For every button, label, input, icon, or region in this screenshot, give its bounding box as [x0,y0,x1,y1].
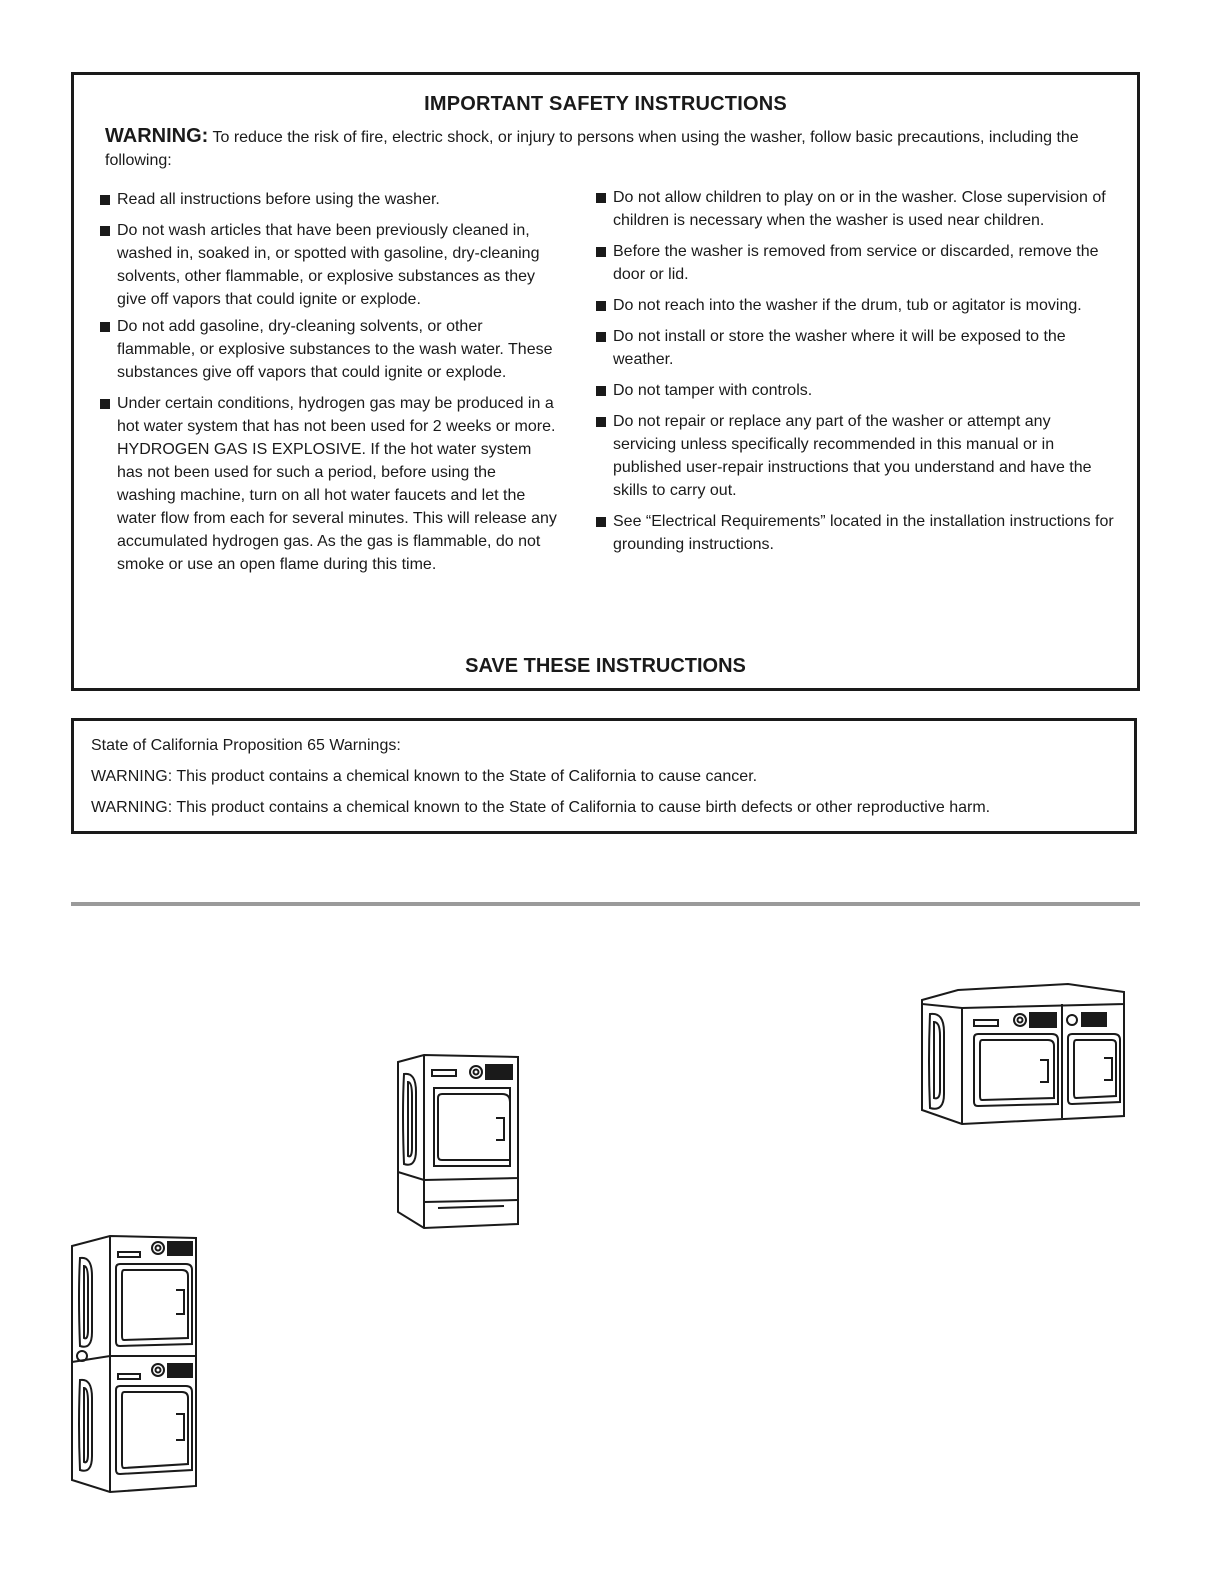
list-item [98,315,558,384]
right-instruction-list [594,186,1114,564]
list-item [98,392,558,576]
list-item [594,410,1114,502]
warning-text: To reduce the risk of fire, electric shock, or injury to persons when using the washer, follow basic precautions, including the following: [105,129,1079,169]
list-item-text: Under certain conditions, hydrogen gas may be produced in a hot water system that has not been used for 2 weeks or more. HYDROGEN GAS IS EXPLOSIVE. If the hot water system has not been used for such a period, before using the washing machine, turn on all hot water faucets and let the water flow from each for several minutes. This will release any accumulated hydrogen gas. As the gas is flammable, do not smoke or use an open flame during this time. [117,395,557,573]
list-item-text: Do not wash articles that have been previously cleaned in, washed in, soaked in, or spotted with gasoline, dry-cleaning solvents, other flammable, or explosive substances as they give off vapors that could ignite or explode. [117,222,540,308]
list-item-text: Do not allow children to play on or in the washer. Close supervision of children is necessary when the washer is used near children. [613,189,1106,229]
square-bullet-icon [596,417,606,427]
square-bullet-icon [596,301,606,311]
list-item-text: See “Electrical Requirements” located in the installation instructions for grounding instructions. [613,513,1114,553]
warning-label: WARNING: [105,125,209,147]
list-item-text: Do not repair or replace any part of the washer or attempt any servicing unless specifically recommended in this manual or in published user-repair instructions that you understand and have the skills to carry out. [613,413,1092,499]
section-divider [71,902,1140,906]
safety-instructions-box [71,72,1140,691]
list-item [594,186,1114,232]
list-item [594,240,1114,286]
list-item-text: Read all instructions before using the washer. [117,191,440,208]
square-bullet-icon [596,386,606,396]
list-item [594,510,1114,556]
prop65-warning-box [71,718,1137,834]
save-instructions-title: SAVE THESE INSTRUCTIONS [465,655,746,677]
square-bullet-icon [596,247,606,257]
list-item [98,219,558,311]
square-bullet-icon [100,195,110,205]
washer-on-pedestal-illustration [394,1052,524,1234]
prop65-cancer-warning: WARNING: This product contains a chemical known to the State of California to cause cancer. [91,768,758,785]
list-item [594,379,1114,402]
left-instruction-list [98,188,558,584]
list-item [98,188,558,211]
list-item-text: Do not tamper with controls. [613,382,813,399]
square-bullet-icon [100,226,110,236]
list-item-text: Do not reach into the washer if the drum, tub or agitator is moving. [613,297,1082,314]
prop65-heading: State of California Proposition 65 Warnings: [91,737,401,754]
list-item [594,325,1114,371]
stacked-washer-dryer-illustration [70,1234,200,1494]
warning-intro [105,125,1097,172]
list-item [594,294,1114,317]
safety-title: IMPORTANT SAFETY INSTRUCTIONS [424,93,787,115]
side-by-side-washer-dryer-illustration [918,982,1128,1126]
square-bullet-icon [596,193,606,203]
prop65-birth-defects-warning: WARNING: This product contains a chemical known to the State of California to cause birth defects or other reproductive harm. [91,799,991,816]
square-bullet-icon [596,332,606,342]
list-item-text: Do not install or store the washer where it will be exposed to the weather. [613,328,1066,368]
square-bullet-icon [100,322,110,332]
square-bullet-icon [596,517,606,527]
square-bullet-icon [100,399,110,409]
list-item-text: Before the washer is removed from service or discarded, remove the door or lid. [613,243,1099,283]
list-item-text: Do not add gasoline, dry-cleaning solvents, or other flammable, or explosive substances to the wash water. These substances give off vapors that could ignite or explode. [117,318,553,381]
